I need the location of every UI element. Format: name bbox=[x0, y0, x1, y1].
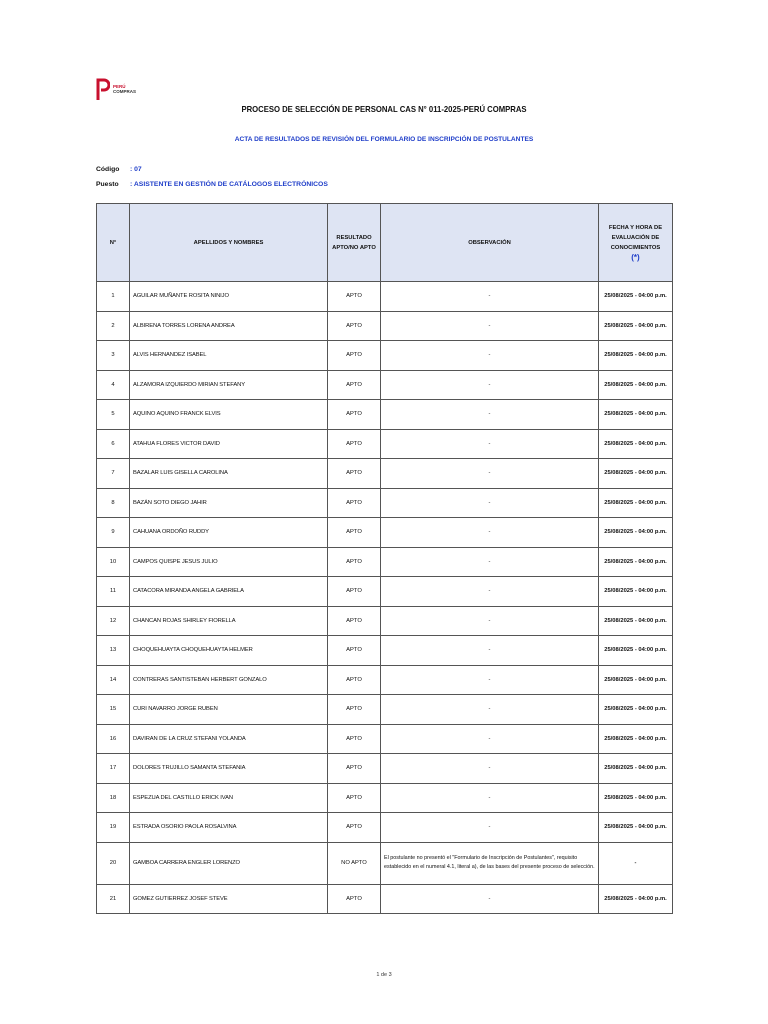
cell-result: APTO bbox=[328, 311, 381, 341]
cell-number: 8 bbox=[97, 488, 130, 518]
cell-name: CHOQUEHUAYTA CHOQUEHUAYTA HELMER bbox=[130, 636, 328, 666]
cell-result: APTO bbox=[328, 884, 381, 914]
table-row bbox=[97, 884, 673, 914]
cell-result: APTO bbox=[328, 636, 381, 666]
cell-date: 25/08/2025 - 04:00 p.m. bbox=[599, 341, 673, 371]
cell-number: 6 bbox=[97, 429, 130, 459]
cell-date: 25/08/2025 - 04:00 p.m. bbox=[599, 518, 673, 548]
cell-date: 25/08/2025 - 04:00 p.m. bbox=[599, 754, 673, 784]
cell-result: APTO bbox=[328, 606, 381, 636]
cell-result: APTO bbox=[328, 429, 381, 459]
table-row bbox=[97, 459, 673, 489]
document-subtitle: ACTA DE RESULTADOS DE REVISIÓN DEL FORMULARIO DE INSCRIPCIÓN DE POSTULANTES bbox=[234, 136, 534, 143]
cell-name: CAMPOS QUISPE JESUS JULIO bbox=[130, 547, 328, 577]
cell-result: APTO bbox=[328, 577, 381, 607]
cell-observation: - bbox=[381, 311, 599, 341]
peru-compras-logo-icon bbox=[96, 76, 110, 102]
table-row bbox=[97, 370, 673, 400]
cell-name: CONTRERAS SANTISTEBAN HERBERT GONZALO bbox=[130, 665, 328, 695]
table-row bbox=[97, 695, 673, 725]
header-result-line2: APTO/NO APTO bbox=[332, 244, 376, 251]
cell-date: 25/08/2025 - 04:00 p.m. bbox=[599, 695, 673, 725]
cell-date: 25/08/2025 - 04:00 p.m. bbox=[599, 370, 673, 400]
cell-number: 20 bbox=[97, 842, 130, 884]
results-table bbox=[96, 203, 673, 914]
cell-observation: - bbox=[381, 813, 599, 843]
cell-name: CHANCAN ROJAS SHIRLEY FIORELLA bbox=[130, 606, 328, 636]
header-observation: OBSERVACIÓN bbox=[381, 204, 599, 282]
header-date-note: (*) bbox=[631, 252, 640, 262]
table-row bbox=[97, 783, 673, 813]
table-row bbox=[97, 606, 673, 636]
cell-date: 25/08/2025 - 04:00 p.m. bbox=[599, 606, 673, 636]
cell-number: 14 bbox=[97, 665, 130, 695]
cell-name: CURI NAVARRO JORGE RUBEN bbox=[130, 695, 328, 725]
cell-date: 25/08/2025 - 04:00 p.m. bbox=[599, 459, 673, 489]
cell-date: 25/08/2025 - 04:00 p.m. bbox=[599, 282, 673, 312]
cell-result: APTO bbox=[328, 665, 381, 695]
cell-date: - bbox=[599, 842, 673, 884]
cell-name: AGUILAR MUÑANTE ROSITA NINIJO bbox=[130, 282, 328, 312]
page-number: 1 de 3 bbox=[376, 972, 392, 978]
table-row bbox=[97, 400, 673, 430]
cell-observation: - bbox=[381, 547, 599, 577]
cell-name: ALZAMORA IZQUIERDO MIRIAN STEFANY bbox=[130, 370, 328, 400]
code-value: : 07 bbox=[130, 166, 142, 173]
cell-name: ALVIS HERNANDEZ ISABEL bbox=[130, 341, 328, 371]
cell-number: 17 bbox=[97, 754, 130, 784]
cell-observation: - bbox=[381, 341, 599, 371]
cell-number: 16 bbox=[97, 724, 130, 754]
cell-name: CATACORA MIRANDA ANGELA GABRIELA bbox=[130, 577, 328, 607]
cell-result: APTO bbox=[328, 341, 381, 371]
cell-date: 25/08/2025 - 04:00 p.m. bbox=[599, 636, 673, 666]
cell-observation: - bbox=[381, 488, 599, 518]
table-row bbox=[97, 813, 673, 843]
cell-number: 13 bbox=[97, 636, 130, 666]
cell-number: 4 bbox=[97, 370, 130, 400]
table-row bbox=[97, 282, 673, 312]
cell-number: 15 bbox=[97, 695, 130, 725]
header-date-line3: CONOCIMIENTOS bbox=[610, 244, 661, 251]
cell-result: APTO bbox=[328, 488, 381, 518]
cell-name: CAHUANA ORDOÑO RUDDY bbox=[130, 518, 328, 548]
cell-name: ATAHUA FLORES VICTOR DAVID bbox=[130, 429, 328, 459]
cell-result: APTO bbox=[328, 400, 381, 430]
cell-name: ALBIRENA TORRES LORENA ANDREA bbox=[130, 311, 328, 341]
header-date-line1: FECHA Y HORA DE bbox=[608, 224, 663, 231]
table-row bbox=[97, 518, 673, 548]
cell-number: 5 bbox=[97, 400, 130, 430]
puesto-row bbox=[96, 181, 328, 188]
table-row bbox=[97, 724, 673, 754]
header-date-line2: EVALUACIÓN DE bbox=[611, 234, 660, 241]
cell-result: APTO bbox=[328, 459, 381, 489]
cell-result: APTO bbox=[328, 754, 381, 784]
cell-name: BAZALAR LUIS GISELLA CAROLINA bbox=[130, 459, 328, 489]
header-date bbox=[599, 204, 673, 282]
cell-result: APTO bbox=[328, 547, 381, 577]
table-row bbox=[97, 311, 673, 341]
cell-number: 19 bbox=[97, 813, 130, 843]
table-header-row bbox=[97, 204, 673, 282]
cell-observation: - bbox=[381, 282, 599, 312]
cell-observation: - bbox=[381, 724, 599, 754]
header-num: N° bbox=[97, 204, 130, 282]
code-row bbox=[96, 166, 142, 173]
cell-result: APTO bbox=[328, 282, 381, 312]
cell-name: GOMEZ GUTIERREZ JOSEF STEVE bbox=[130, 884, 328, 914]
cell-date: 25/08/2025 - 04:00 p.m. bbox=[599, 400, 673, 430]
cell-observation: - bbox=[381, 400, 599, 430]
header-result bbox=[328, 204, 381, 282]
cell-date: 25/08/2025 - 04:00 p.m. bbox=[599, 429, 673, 459]
table-row bbox=[97, 577, 673, 607]
cell-name: AQUINO AQUINO FRANCK ELVIS bbox=[130, 400, 328, 430]
cell-number: 7 bbox=[97, 459, 130, 489]
cell-observation: - bbox=[381, 636, 599, 666]
header-result-line1: RESULTADO bbox=[336, 234, 372, 241]
code-label: Código bbox=[96, 166, 120, 173]
cell-observation: El postulante no presentó el "Formulario de Inscripción de Postulantes", requisito establecido en el numeral 4.1, literal a), de las bases del presente proceso de selección. bbox=[381, 842, 599, 884]
cell-observation: - bbox=[381, 884, 599, 914]
cell-number: 18 bbox=[97, 783, 130, 813]
cell-date: 25/08/2025 - 04:00 p.m. bbox=[599, 577, 673, 607]
cell-name: BAZÁN SOTO DIEGO JAHIR bbox=[130, 488, 328, 518]
table-row bbox=[97, 488, 673, 518]
cell-name: DAVIRAN DE LA CRUZ STEFANI YOLANDA bbox=[130, 724, 328, 754]
cell-name: GAMBOA CARRERA ENGLER LORENZO bbox=[130, 842, 328, 884]
cell-observation: - bbox=[381, 665, 599, 695]
cell-name: DOLORES TRUJILLO SAMANTA STEFANIA bbox=[130, 754, 328, 784]
logo-text bbox=[113, 84, 136, 94]
cell-observation: - bbox=[381, 695, 599, 725]
cell-observation: - bbox=[381, 783, 599, 813]
header-name: APELLIDOS Y NOMBRES bbox=[130, 204, 328, 282]
cell-date: 25/08/2025 - 04:00 p.m. bbox=[599, 311, 673, 341]
table-row bbox=[97, 547, 673, 577]
cell-result: APTO bbox=[328, 370, 381, 400]
cell-date: 25/08/2025 - 04:00 p.m. bbox=[599, 724, 673, 754]
cell-date: 25/08/2025 - 04:00 p.m. bbox=[599, 547, 673, 577]
table-row bbox=[97, 636, 673, 666]
cell-observation: - bbox=[381, 606, 599, 636]
document-title: PROCESO DE SELECCIÓN DE PERSONAL CAS N° 011-2025-PERÚ COMPRAS bbox=[241, 104, 527, 114]
cell-result: NO APTO bbox=[328, 842, 381, 884]
cell-number: 21 bbox=[97, 884, 130, 914]
cell-result: APTO bbox=[328, 695, 381, 725]
puesto-label: Puesto bbox=[96, 181, 119, 188]
cell-number: 2 bbox=[97, 311, 130, 341]
cell-number: 10 bbox=[97, 547, 130, 577]
cell-result: APTO bbox=[328, 783, 381, 813]
puesto-value: : ASISTENTE EN GESTIÓN DE CATÁLOGOS ELECTRÓNICOS bbox=[130, 181, 328, 188]
cell-observation: - bbox=[381, 518, 599, 548]
cell-number: 3 bbox=[97, 341, 130, 371]
cell-number: 9 bbox=[97, 518, 130, 548]
table-row bbox=[97, 665, 673, 695]
table-row bbox=[97, 842, 673, 884]
peru-compras-logo bbox=[96, 76, 136, 102]
logo-line2: COMPRAS bbox=[113, 89, 137, 94]
cell-date: 25/08/2025 - 04:00 p.m. bbox=[599, 884, 673, 914]
cell-result: APTO bbox=[328, 813, 381, 843]
table-row bbox=[97, 754, 673, 784]
cell-observation: - bbox=[381, 370, 599, 400]
cell-number: 12 bbox=[97, 606, 130, 636]
cell-date: 25/08/2025 - 04:00 p.m. bbox=[599, 783, 673, 813]
cell-name: ESTRADA OSORIO PAOLA ROSALVINA bbox=[130, 813, 328, 843]
cell-result: APTO bbox=[328, 724, 381, 754]
cell-result: APTO bbox=[328, 518, 381, 548]
cell-observation: - bbox=[381, 754, 599, 784]
cell-name: ESPEZUA DEL CASTILLO ERICK IVAN bbox=[130, 783, 328, 813]
table-row bbox=[97, 341, 673, 371]
cell-observation: - bbox=[381, 459, 599, 489]
logo-line1: PERÚ bbox=[113, 84, 126, 89]
cell-date: 25/08/2025 - 04:00 p.m. bbox=[599, 813, 673, 843]
table-row bbox=[97, 429, 673, 459]
cell-number: 11 bbox=[97, 577, 130, 607]
cell-date: 25/08/2025 - 04:00 p.m. bbox=[599, 488, 673, 518]
cell-observation: - bbox=[381, 429, 599, 459]
cell-date: 25/08/2025 - 04:00 p.m. bbox=[599, 665, 673, 695]
cell-observation: - bbox=[381, 577, 599, 607]
cell-number: 1 bbox=[97, 282, 130, 312]
